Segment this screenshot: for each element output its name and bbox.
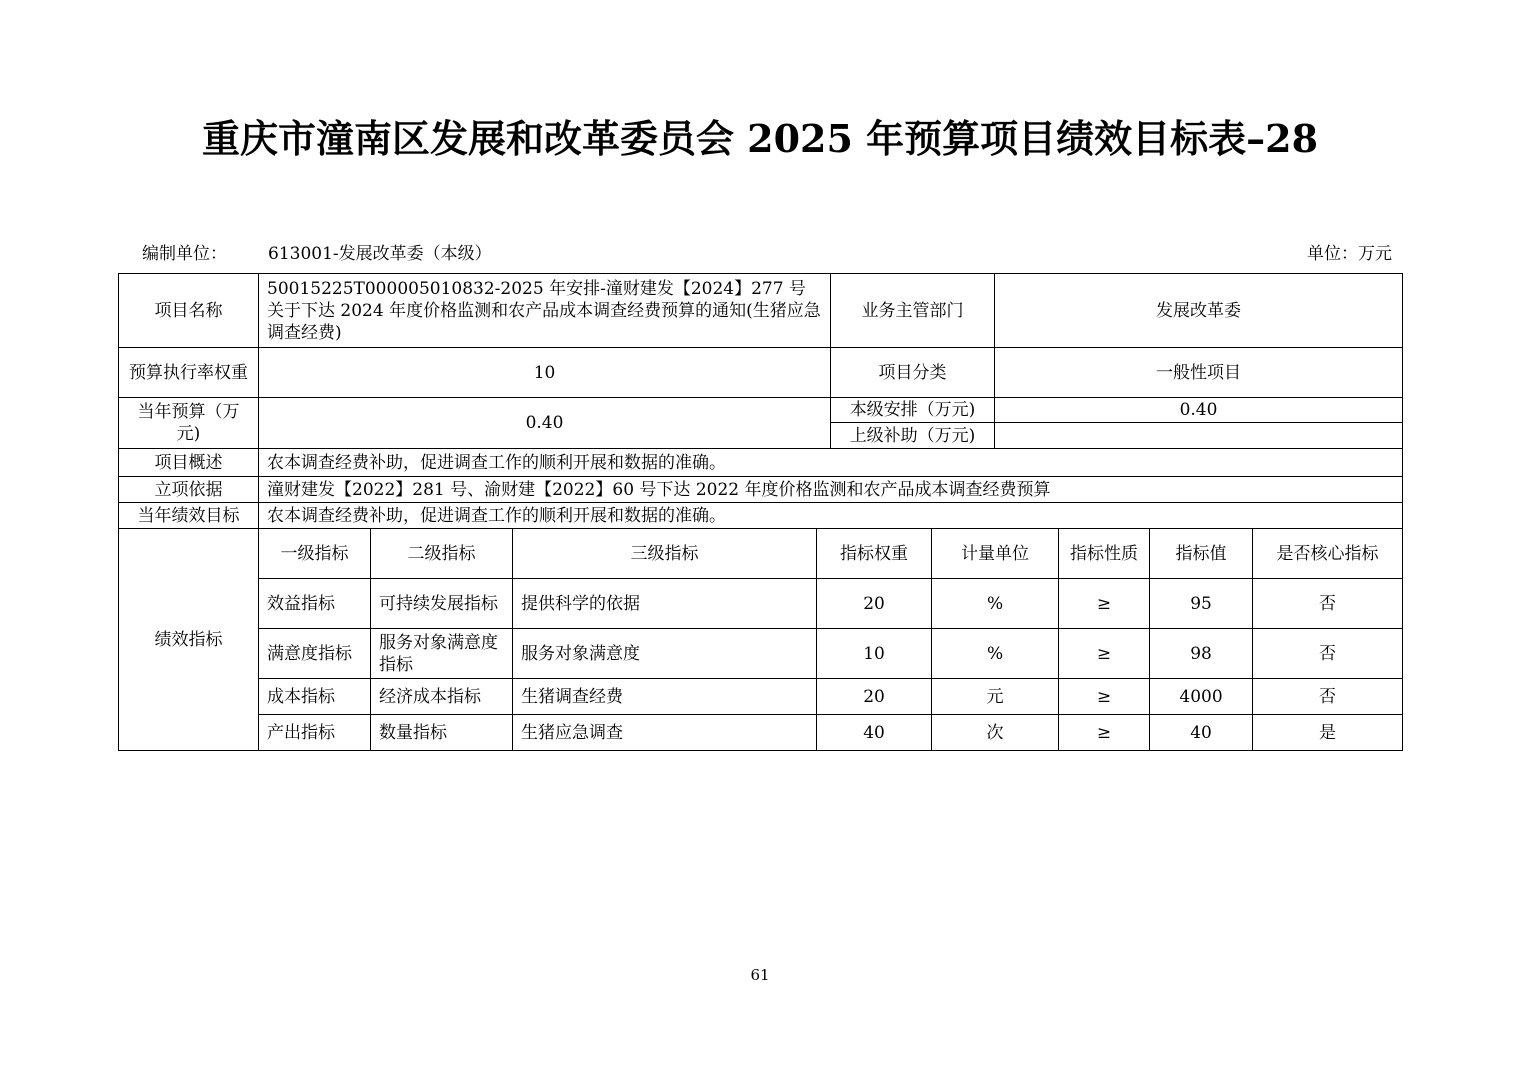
local-label: 本级安排（万元) bbox=[831, 398, 995, 423]
row-unit: % bbox=[932, 629, 1059, 679]
budget-value: 0.40 bbox=[259, 398, 831, 449]
row-weight: 10 bbox=[817, 629, 932, 679]
header-level3: 三级指标 bbox=[513, 529, 817, 579]
row-core: 是 bbox=[1253, 715, 1403, 751]
row-level1: 满意度指标 bbox=[259, 629, 371, 679]
row-weight: 40 bbox=[817, 715, 932, 751]
page-number: 61 bbox=[750, 966, 770, 984]
row-level2: 可持续发展指标 bbox=[371, 579, 513, 629]
table-row bbox=[119, 715, 1403, 751]
row-level3: 生猪应急调查 bbox=[513, 715, 817, 751]
dept-label: 业务主管部门 bbox=[831, 274, 995, 348]
row-level2: 服务对象满意度指标 bbox=[371, 629, 513, 679]
category-value: 一般性项目 bbox=[995, 348, 1403, 398]
table-row bbox=[119, 679, 1403, 715]
exec-weight-label: 预算执行率权重 bbox=[119, 348, 259, 398]
unit-value: 613001-发展改革委（本级） bbox=[268, 244, 492, 264]
basis-label: 立项依据 bbox=[119, 477, 259, 503]
basis-row bbox=[119, 477, 1403, 503]
superior-value bbox=[995, 423, 1403, 449]
header-weight: 指标权重 bbox=[817, 529, 932, 579]
header-level2: 二级指标 bbox=[371, 529, 513, 579]
project-name-row bbox=[119, 274, 1403, 348]
row-value: 40 bbox=[1150, 715, 1253, 751]
basis-value: 潼财建发【2022】281 号、渝财建【2022】60 号下达 2022 年度价格监测和农产品成本调查经费预算 bbox=[259, 477, 1403, 503]
row-nature: ≥ bbox=[1059, 629, 1150, 679]
exec-weight-value: 10 bbox=[259, 348, 831, 398]
row-nature: ≥ bbox=[1059, 579, 1150, 629]
overview-label: 项目概述 bbox=[119, 449, 259, 477]
row-level1: 效益指标 bbox=[259, 579, 371, 629]
overview-value: 农本调查经费补助，促进调查工作的顺利开展和数据的准确。 bbox=[259, 449, 1403, 477]
superior-label: 上级补助（万元) bbox=[831, 423, 995, 449]
category-label: 项目分类 bbox=[831, 348, 995, 398]
local-value: 0.40 bbox=[995, 398, 1403, 423]
project-name-value: 50015225T000005010832-2025 年安排-潼财建发【2024】277 号关于下达 2024 年度价格监测和农产品成本调查经费预算的通知(生猪应急调查经费) bbox=[259, 274, 831, 348]
row-core: 否 bbox=[1253, 579, 1403, 629]
header-level1: 一级指标 bbox=[259, 529, 371, 579]
dept-value: 发展改革委 bbox=[995, 274, 1403, 348]
row-value: 98 bbox=[1150, 629, 1253, 679]
header-unit: 计量单位 bbox=[932, 529, 1059, 579]
row-unit: 元 bbox=[932, 679, 1059, 715]
row-unit: % bbox=[932, 579, 1059, 629]
row-level1: 成本指标 bbox=[259, 679, 371, 715]
goal-row bbox=[119, 503, 1403, 529]
page-title: 重庆市潼南区发展和改革委员会 2025 年预算项目绩效目标表–28 bbox=[201, 116, 1319, 161]
row-value: 95 bbox=[1150, 579, 1253, 629]
row-core: 否 bbox=[1253, 679, 1403, 715]
project-name-label: 项目名称 bbox=[119, 274, 259, 348]
row-weight: 20 bbox=[817, 679, 932, 715]
row-value: 4000 bbox=[1150, 679, 1253, 715]
table-row bbox=[119, 629, 1403, 679]
goal-value: 农本调查经费补助，促进调查工作的顺利开展和数据的准确。 bbox=[259, 503, 1403, 529]
exec-weight-row bbox=[119, 348, 1403, 398]
row-core: 否 bbox=[1253, 629, 1403, 679]
overview-row bbox=[119, 449, 1403, 477]
row-level2: 数量指标 bbox=[371, 715, 513, 751]
header-nature: 指标性质 bbox=[1059, 529, 1150, 579]
row-level3: 服务对象满意度 bbox=[513, 629, 817, 679]
indicators-section-label: 绩效指标 bbox=[119, 529, 259, 751]
header-value: 指标值 bbox=[1150, 529, 1253, 579]
row-unit: 次 bbox=[932, 715, 1059, 751]
budget-row bbox=[119, 398, 1403, 423]
row-level3: 提供科学的依据 bbox=[513, 579, 817, 629]
row-nature: ≥ bbox=[1059, 715, 1150, 751]
row-level1: 产出指标 bbox=[259, 715, 371, 751]
row-level2: 经济成本指标 bbox=[371, 679, 513, 715]
goal-label: 当年绩效目标 bbox=[119, 503, 259, 529]
header-core: 是否核心指标 bbox=[1253, 529, 1403, 579]
performance-table bbox=[118, 273, 1403, 751]
row-nature: ≥ bbox=[1059, 679, 1150, 715]
indicator-header-row bbox=[119, 529, 1403, 579]
unit-label: 编制单位： bbox=[142, 244, 227, 264]
table-row bbox=[119, 579, 1403, 629]
currency-unit: 单位：万元 bbox=[1307, 244, 1392, 264]
budget-label: 当年预算（万元) bbox=[119, 398, 259, 449]
row-weight: 20 bbox=[817, 579, 932, 629]
row-level3: 生猪调查经费 bbox=[513, 679, 817, 715]
